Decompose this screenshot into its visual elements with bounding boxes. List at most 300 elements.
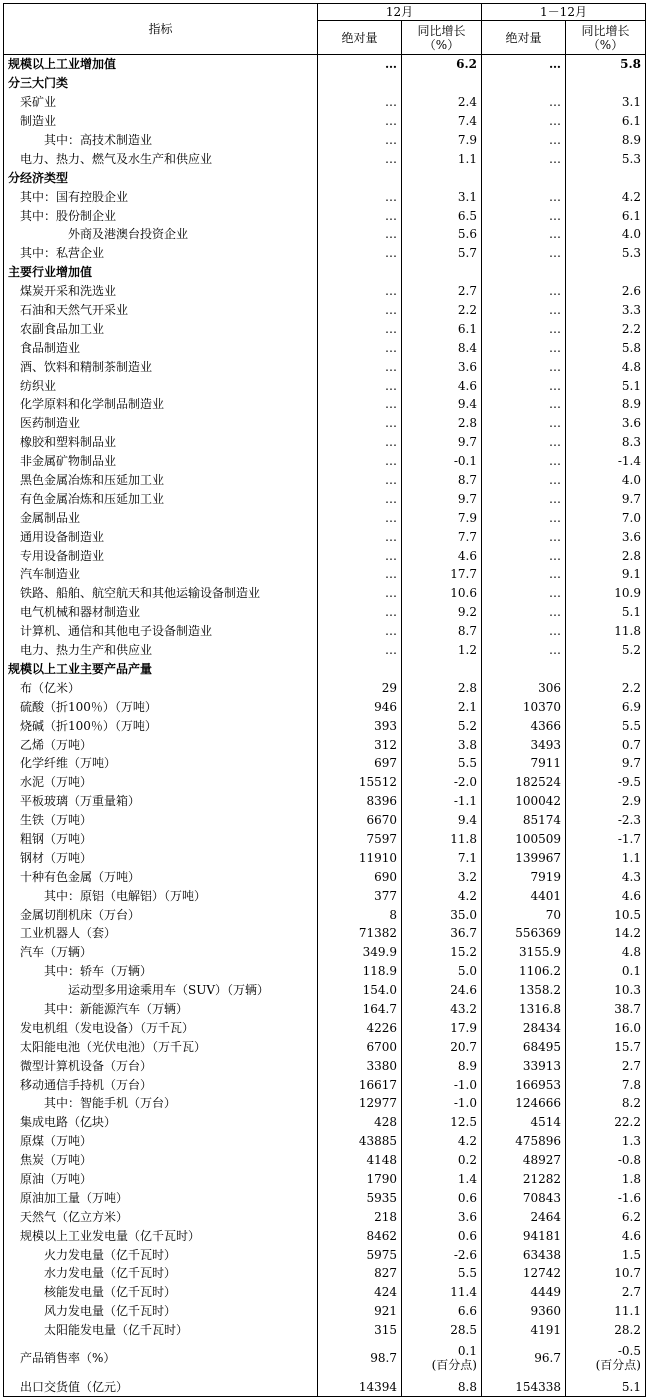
cell-m-abs: … <box>318 149 402 168</box>
row-label: 计算机、通信和其他电子设备制造业 <box>4 622 318 641</box>
cell-y-abs: … <box>482 282 566 301</box>
table-row <box>4 830 646 849</box>
cell-m-abs <box>318 74 402 93</box>
row-label: 食品制造业 <box>4 338 318 357</box>
cell-y-yoy: 1.1 <box>566 848 646 867</box>
cell-m-abs <box>318 263 402 282</box>
cell-y-yoy: 2.8 <box>566 546 646 565</box>
cell-m-yoy: 8.7 <box>402 471 482 490</box>
cell-y-yoy: -1.6 <box>566 1188 646 1207</box>
cell-m-abs: … <box>318 641 402 660</box>
cell-y-abs: 1358.2 <box>482 981 566 1000</box>
cell-m-abs <box>318 168 402 187</box>
row-label: 其中：原铝（电解铝）（万吨） <box>4 886 318 905</box>
table-row <box>4 886 646 905</box>
table-row <box>4 263 646 282</box>
cell-y-abs: … <box>482 414 566 433</box>
cell-y-abs: … <box>482 319 566 338</box>
table-row <box>4 414 646 433</box>
cell-m-abs: 98.7 <box>318 1340 402 1378</box>
cell-m-abs: 1790 <box>318 1170 402 1189</box>
cell-y-abs: 68495 <box>482 1037 566 1056</box>
table-row <box>4 1264 646 1283</box>
table-row <box>4 301 646 320</box>
cell-m-yoy: 5.0 <box>402 962 482 981</box>
row-label: 生铁（万吨） <box>4 811 318 830</box>
cell-m-abs: 5975 <box>318 1245 402 1264</box>
row-label: 金属制品业 <box>4 508 318 527</box>
cell-m-abs: … <box>318 319 402 338</box>
cell-y-abs: … <box>482 433 566 452</box>
table-row <box>4 1207 646 1226</box>
cell-y-yoy: 11.8 <box>566 622 646 641</box>
cell-m-yoy: 36.7 <box>402 924 482 943</box>
cell-y-yoy: -1.4 <box>566 452 646 471</box>
cell-m-yoy: 4.2 <box>402 886 482 905</box>
table-row <box>4 1245 646 1264</box>
cell-y-yoy: 10.5 <box>566 905 646 924</box>
row-label: 粗钢（万吨） <box>4 830 318 849</box>
cell-y-yoy: -0.8 <box>566 1151 646 1170</box>
row-label: 其中：国有控股企业 <box>4 187 318 206</box>
cell-y-yoy: 0.7 <box>566 735 646 754</box>
cell-m-yoy: 12.5 <box>402 1113 482 1132</box>
cell-y-yoy <box>566 263 646 282</box>
cell-y-abs: 94181 <box>482 1226 566 1245</box>
cell-y-yoy: 3.3 <box>566 301 646 320</box>
row-label: 核能发电量（亿千瓦时） <box>4 1283 318 1302</box>
cell-y-abs: 3493 <box>482 735 566 754</box>
cell-m-yoy: 6.2 <box>402 55 482 74</box>
row-label: 天然气（亿立方米） <box>4 1207 318 1226</box>
cell-m-yoy: 15.2 <box>402 943 482 962</box>
table-row <box>4 527 646 546</box>
cell-y-yoy: 5.3 <box>566 244 646 263</box>
table-row <box>4 584 646 603</box>
row-label: 运动型多用途乘用车（SUV）（万辆） <box>4 981 318 1000</box>
table-row <box>4 1188 646 1207</box>
cell-m-abs: … <box>318 622 402 641</box>
row-label: 其中：轿车（万辆） <box>4 962 318 981</box>
cell-m-yoy: -2.0 <box>402 773 482 792</box>
cell-m-yoy: 4.6 <box>402 376 482 395</box>
cell-m-yoy: 8.4 <box>402 338 482 357</box>
cell-m-yoy: 2.4 <box>402 93 482 112</box>
cell-m-abs: 428 <box>318 1113 402 1132</box>
cell-y-abs: 48927 <box>482 1151 566 1170</box>
cell-m-abs: 15512 <box>318 773 402 792</box>
row-label: 太阳能电池（光伏电池）（万千瓦） <box>4 1037 318 1056</box>
ytd-abs-header: 绝对量 <box>482 21 566 55</box>
cell-m-yoy: 3.1 <box>402 187 482 206</box>
row-label: 布（亿米） <box>4 678 318 697</box>
cell-m-yoy: -2.6 <box>402 1245 482 1264</box>
cell-y-yoy: 2.2 <box>566 319 646 338</box>
table-row <box>4 811 646 830</box>
cell-m-yoy: 5.6 <box>402 225 482 244</box>
month-abs-header: 绝对量 <box>318 21 402 55</box>
row-label: 发电机组（发电设备）（万千瓦） <box>4 1018 318 1037</box>
row-label: 乙烯（万吨） <box>4 735 318 754</box>
row-label: 出口交货值（亿元） <box>4 1377 318 1396</box>
cell-y-yoy: 6.2 <box>566 1207 646 1226</box>
table-row <box>4 697 646 716</box>
cell-y-yoy: 4.8 <box>566 943 646 962</box>
cell-m-abs: 3380 <box>318 1056 402 1075</box>
cell-y-abs: 100042 <box>482 792 566 811</box>
row-label: 太阳能发电量（亿千瓦时） <box>4 1321 318 1340</box>
cell-m-abs: … <box>318 244 402 263</box>
cell-m-abs: 12977 <box>318 1094 402 1113</box>
row-label: 外商及港澳台投资企业 <box>4 225 318 244</box>
row-label: 汽车制造业 <box>4 565 318 584</box>
cell-m-yoy: 4.2 <box>402 1132 482 1151</box>
cell-y-abs: 96.7 <box>482 1340 566 1378</box>
row-label: 硫酸（折100％）（万吨） <box>4 697 318 716</box>
table-row <box>4 678 646 697</box>
table-body <box>4 55 646 1397</box>
cell-y-abs: … <box>482 584 566 603</box>
row-label: 酒、饮料和精制茶制造业 <box>4 357 318 376</box>
table-row <box>4 1170 646 1189</box>
row-label: 平板玻璃（万重量箱） <box>4 792 318 811</box>
table-row <box>4 1226 646 1245</box>
cell-y-yoy: 8.9 <box>566 395 646 414</box>
cell-m-yoy: -1.1 <box>402 792 482 811</box>
cell-y-yoy: 7.8 <box>566 1075 646 1094</box>
cell-y-yoy: 4.8 <box>566 357 646 376</box>
cell-y-abs: 7919 <box>482 867 566 886</box>
row-label: 制造业 <box>4 112 318 131</box>
cell-m-yoy: 0.1 (百分点) <box>402 1340 482 1378</box>
cell-y-abs: … <box>482 187 566 206</box>
cell-y-yoy: 6.1 <box>566 206 646 225</box>
table-row <box>4 112 646 131</box>
table-row <box>4 641 646 660</box>
cell-y-yoy: 28.2 <box>566 1321 646 1340</box>
cell-y-yoy: -1.7 <box>566 830 646 849</box>
cell-y-abs: … <box>482 338 566 357</box>
cell-y-yoy: 10.9 <box>566 584 646 603</box>
cell-y-abs: 63438 <box>482 1245 566 1264</box>
table-row <box>4 848 646 867</box>
cell-m-abs: 921 <box>318 1302 402 1321</box>
cell-y-yoy: 5.1 <box>566 376 646 395</box>
cell-m-abs: … <box>318 301 402 320</box>
cell-y-abs: … <box>482 471 566 490</box>
cell-m-abs: … <box>318 225 402 244</box>
cell-y-abs: … <box>482 641 566 660</box>
cell-m-yoy: 1.4 <box>402 1170 482 1189</box>
cell-m-abs: 6700 <box>318 1037 402 1056</box>
cell-y-yoy: 7.0 <box>566 508 646 527</box>
table-row <box>4 244 646 263</box>
cell-m-yoy: 7.7 <box>402 527 482 546</box>
table-row <box>4 565 646 584</box>
cell-m-yoy: 7.9 <box>402 508 482 527</box>
cell-y-yoy: 3.6 <box>566 527 646 546</box>
cell-y-abs: … <box>482 546 566 565</box>
cell-y-yoy: 5.1 <box>566 1377 646 1396</box>
cell-y-abs <box>482 263 566 282</box>
cell-y-abs <box>482 168 566 187</box>
cell-y-abs: 556369 <box>482 924 566 943</box>
cell-y-yoy: 3.1 <box>566 93 646 112</box>
cell-m-yoy: 2.8 <box>402 414 482 433</box>
table-row <box>4 433 646 452</box>
table-row <box>4 962 646 981</box>
cell-y-yoy: 5.3 <box>566 149 646 168</box>
cell-m-abs: 4226 <box>318 1018 402 1037</box>
cell-m-yoy: -1.0 <box>402 1075 482 1094</box>
row-label: 其中：高技术制造业 <box>4 131 318 150</box>
cell-m-abs: 8462 <box>318 1226 402 1245</box>
cell-m-yoy: 2.1 <box>402 697 482 716</box>
row-label: 铁路、船舶、航空航天和其他运输设备制造业 <box>4 584 318 603</box>
cell-y-yoy: 4.0 <box>566 225 646 244</box>
cell-m-yoy: 2.2 <box>402 301 482 320</box>
table-row <box>4 471 646 490</box>
cell-y-yoy: 5.2 <box>566 641 646 660</box>
cell-y-abs: 4366 <box>482 716 566 735</box>
cell-y-yoy: 15.7 <box>566 1037 646 1056</box>
cell-m-yoy: 6.6 <box>402 1302 482 1321</box>
table-row <box>4 1283 646 1302</box>
cell-m-abs: … <box>318 55 402 74</box>
cell-m-yoy: 7.9 <box>402 131 482 150</box>
cell-m-yoy: 6.1 <box>402 319 482 338</box>
cell-y-yoy: 9.7 <box>566 489 646 508</box>
cell-m-abs: … <box>318 546 402 565</box>
cell-y-yoy: -2.3 <box>566 811 646 830</box>
cell-m-abs: 5935 <box>318 1188 402 1207</box>
row-label: 纺织业 <box>4 376 318 395</box>
row-label: 水泥（万吨） <box>4 773 318 792</box>
cell-y-abs: 154338 <box>482 1377 566 1396</box>
row-label: 产品销售率（%） <box>4 1340 318 1378</box>
cell-y-yoy <box>566 168 646 187</box>
cell-m-yoy: 1.2 <box>402 641 482 660</box>
table-row <box>4 905 646 924</box>
row-label: 规模以上工业发电量（亿千瓦时） <box>4 1226 318 1245</box>
cell-m-yoy: 0.6 <box>402 1226 482 1245</box>
cell-m-yoy: 8.8 <box>402 1377 482 1396</box>
cell-y-abs: … <box>482 225 566 244</box>
table-row <box>4 716 646 735</box>
cell-y-yoy: 3.6 <box>566 414 646 433</box>
cell-m-yoy: 1.1 <box>402 149 482 168</box>
cell-y-yoy: 8.2 <box>566 1094 646 1113</box>
row-label: 其中：私营企业 <box>4 244 318 263</box>
ytd-period-header: 1－12月 <box>482 4 646 21</box>
cell-m-yoy: 24.6 <box>402 981 482 1000</box>
cell-y-abs: 2464 <box>482 1207 566 1226</box>
cell-y-abs: … <box>482 112 566 131</box>
cell-m-yoy: 17.7 <box>402 565 482 584</box>
cell-y-abs: 21282 <box>482 1170 566 1189</box>
table-row <box>4 338 646 357</box>
cell-y-yoy: 5.8 <box>566 338 646 357</box>
row-label: 风力发电量（亿千瓦时） <box>4 1302 318 1321</box>
cell-m-abs: … <box>318 471 402 490</box>
cell-y-yoy: 5.8 <box>566 55 646 74</box>
table-row <box>4 1018 646 1037</box>
table-row <box>4 622 646 641</box>
cell-y-yoy: 9.7 <box>566 754 646 773</box>
cell-m-yoy: 5.5 <box>402 1264 482 1283</box>
cell-m-yoy: 7.1 <box>402 848 482 867</box>
table-row <box>4 319 646 338</box>
cell-y-abs: … <box>482 452 566 471</box>
cell-m-abs: … <box>318 93 402 112</box>
cell-m-abs: 393 <box>318 716 402 735</box>
row-label: 非金属矿物制品业 <box>4 452 318 471</box>
table-row <box>4 508 646 527</box>
cell-y-yoy: 2.6 <box>566 282 646 301</box>
table-row <box>4 74 646 93</box>
cell-m-yoy: 5.7 <box>402 244 482 263</box>
cell-m-yoy: -0.1 <box>402 452 482 471</box>
cell-m-yoy: 9.2 <box>402 603 482 622</box>
cell-m-abs: … <box>318 452 402 471</box>
row-label: 原油加工量（万吨） <box>4 1188 318 1207</box>
cell-y-yoy: 9.1 <box>566 565 646 584</box>
cell-y-yoy: 1.5 <box>566 1245 646 1264</box>
cell-y-abs: 100509 <box>482 830 566 849</box>
cell-y-yoy: 4.3 <box>566 867 646 886</box>
cell-y-yoy: 6.1 <box>566 112 646 131</box>
cell-y-yoy: 4.2 <box>566 187 646 206</box>
row-label: 有色金属冶炼和压延加工业 <box>4 489 318 508</box>
cell-y-abs: … <box>482 527 566 546</box>
cell-m-abs: 118.9 <box>318 962 402 981</box>
cell-y-yoy: 8.3 <box>566 433 646 452</box>
cell-m-abs: 6670 <box>318 811 402 830</box>
cell-m-abs: … <box>318 112 402 131</box>
table-row <box>4 660 646 679</box>
cell-m-abs: 11910 <box>318 848 402 867</box>
cell-m-abs: … <box>318 357 402 376</box>
row-label: 火力发电量（亿千瓦时） <box>4 1245 318 1264</box>
cell-y-abs: … <box>482 565 566 584</box>
table-row <box>4 792 646 811</box>
table-row <box>4 603 646 622</box>
cell-y-abs: … <box>482 489 566 508</box>
cell-m-yoy: 7.4 <box>402 112 482 131</box>
cell-m-yoy: 6.5 <box>402 206 482 225</box>
row-label: 微型计算机设备（万台） <box>4 1056 318 1075</box>
table-row <box>4 867 646 886</box>
cell-y-abs: … <box>482 357 566 376</box>
table-row <box>4 93 646 112</box>
cell-m-yoy <box>402 660 482 679</box>
cell-m-abs: 697 <box>318 754 402 773</box>
cell-m-yoy: 0.6 <box>402 1188 482 1207</box>
cell-y-yoy: 2.2 <box>566 678 646 697</box>
cell-y-abs: 166953 <box>482 1075 566 1094</box>
cell-y-abs: … <box>482 244 566 263</box>
indicator-header: 指标 <box>4 4 318 55</box>
table-row <box>4 754 646 773</box>
cell-y-yoy: 10.7 <box>566 1264 646 1283</box>
cell-y-yoy: 2.9 <box>566 792 646 811</box>
table-row <box>4 1132 646 1151</box>
row-label: 原煤（万吨） <box>4 1132 318 1151</box>
cell-y-abs: 139967 <box>482 848 566 867</box>
cell-y-yoy: 4.6 <box>566 1226 646 1245</box>
cell-m-abs: 7597 <box>318 830 402 849</box>
table-row <box>4 168 646 187</box>
row-label: 电气机械和器材制造业 <box>4 603 318 622</box>
cell-m-yoy: 3.2 <box>402 867 482 886</box>
industrial-stats-table <box>3 3 646 1397</box>
row-label: 集成电路（亿块） <box>4 1113 318 1132</box>
row-label: 规模以上工业主要产品产量 <box>4 660 318 679</box>
table-row <box>4 225 646 244</box>
cell-m-abs: 71382 <box>318 924 402 943</box>
table-row <box>4 1340 646 1378</box>
cell-m-yoy: 11.4 <box>402 1283 482 1302</box>
cell-y-abs: 1316.8 <box>482 1000 566 1019</box>
row-label: 其中：新能源汽车（万辆） <box>4 1000 318 1019</box>
cell-y-abs: 4401 <box>482 886 566 905</box>
month-yoy-header: 同比增长 （%） <box>402 21 482 55</box>
cell-y-abs <box>482 660 566 679</box>
cell-m-abs: … <box>318 376 402 395</box>
cell-y-abs: 70843 <box>482 1188 566 1207</box>
row-label: 移动通信手持机（万台） <box>4 1075 318 1094</box>
cell-m-yoy: 9.7 <box>402 433 482 452</box>
row-label: 分三大门类 <box>4 74 318 93</box>
cell-y-yoy: 11.1 <box>566 1302 646 1321</box>
table-row <box>4 357 646 376</box>
cell-m-yoy: 5.2 <box>402 716 482 735</box>
table-row <box>4 452 646 471</box>
cell-y-abs: 3155.9 <box>482 943 566 962</box>
cell-y-abs: 28434 <box>482 1018 566 1037</box>
cell-y-yoy: 4.0 <box>566 471 646 490</box>
cell-m-yoy: 35.0 <box>402 905 482 924</box>
cell-m-abs: … <box>318 527 402 546</box>
cell-m-yoy: 9.7 <box>402 489 482 508</box>
cell-m-abs: 377 <box>318 886 402 905</box>
row-label: 通用设备制造业 <box>4 527 318 546</box>
cell-y-abs: 70 <box>482 905 566 924</box>
cell-m-yoy: 11.8 <box>402 830 482 849</box>
cell-y-abs: 306 <box>482 678 566 697</box>
table-row <box>4 1000 646 1019</box>
cell-y-abs: 85174 <box>482 811 566 830</box>
cell-y-abs: … <box>482 149 566 168</box>
row-label: 化学纤维（万吨） <box>4 754 318 773</box>
row-label: 焦炭（万吨） <box>4 1151 318 1170</box>
table-row <box>4 131 646 150</box>
cell-y-abs: 7911 <box>482 754 566 773</box>
cell-y-abs: 9360 <box>482 1302 566 1321</box>
cell-y-yoy <box>566 74 646 93</box>
cell-y-abs: … <box>482 508 566 527</box>
table-row <box>4 1094 646 1113</box>
cell-m-abs: … <box>318 584 402 603</box>
cell-m-abs: 4148 <box>318 1151 402 1170</box>
row-label: 医药制造业 <box>4 414 318 433</box>
row-label: 其中：智能手机（万台） <box>4 1094 318 1113</box>
cell-m-abs: … <box>318 395 402 414</box>
cell-m-abs: 827 <box>318 1264 402 1283</box>
table-row <box>4 1302 646 1321</box>
cell-y-yoy: 6.9 <box>566 697 646 716</box>
cell-y-abs: … <box>482 376 566 395</box>
